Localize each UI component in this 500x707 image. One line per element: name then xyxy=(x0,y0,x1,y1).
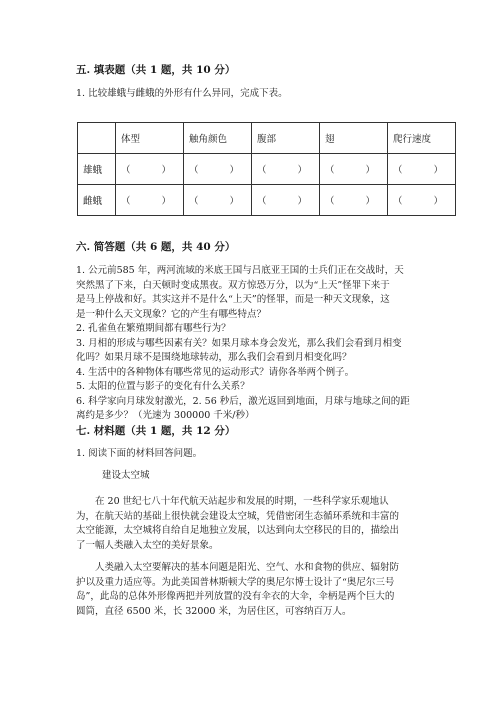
answer-blank[interactable]: （ ） xyxy=(252,185,320,216)
section6-title: 六. 简答题（共 6 题，共 40 分） xyxy=(76,241,236,253)
text-line: 离约是多少？（光速为 300000 千米/秒） xyxy=(76,410,255,421)
answer-blank[interactable]: （ ） xyxy=(320,154,388,185)
table-header-cell: 体型 xyxy=(116,123,184,154)
text-line: 1. 公元前585 年，两河流域的米底王国与吕底亚王国的士兵们正在交战时，天 xyxy=(76,265,404,276)
table-row xyxy=(78,154,456,185)
section7-title: 七. 材料题（共 1 题，共 12 分） xyxy=(76,425,236,437)
section5-question: 1. 比较雄蛾与雌蛾的外形有什么异同，完成下表。 xyxy=(76,88,288,99)
section5-title: 五. 填表题（共 1 题，共 10 分） xyxy=(76,64,236,76)
text-line: 岛”，此岛的总体外形像两把并列放置的没有伞衣的大伞，伞柄是两个巨大的 xyxy=(76,591,395,602)
text-line: 5. 太阳的位置与影子的变化有什么关系？ xyxy=(76,381,250,392)
table-header-cell xyxy=(78,123,116,154)
answer-blank[interactable]: （ ） xyxy=(252,154,320,185)
table-row xyxy=(78,185,456,216)
answer-blank[interactable]: （ ） xyxy=(184,154,252,185)
article-title: 建设太空城 xyxy=(102,470,150,481)
text-line: 在 20 世纪七八十年代航天站起步和发展的时期，一些科学家乐观地认 xyxy=(95,496,389,507)
text-line: 3. 月相的形成与哪些因素有关？如果月球本身会发光，那么我们会看到月相变 xyxy=(76,337,402,349)
row-label-male: 雄蛾 xyxy=(78,154,116,185)
row-label-female: 雌蛾 xyxy=(78,185,116,216)
article-paragraph-2 xyxy=(76,561,436,619)
text-line: 圆筒，直径 6500 米，长 32000 米，为居住区，可容纳百万人。 xyxy=(76,605,352,617)
table-header-row xyxy=(78,123,456,154)
section7-question: 1. 阅读下面的材料回答问题。 xyxy=(76,448,203,459)
table-header-cell: 腹部 xyxy=(252,123,320,154)
text-line: 是一种什么天文现象？它的产生有哪些特点？ xyxy=(76,308,267,320)
answer-blank[interactable]: （ ） xyxy=(184,185,252,216)
text-line: 太空能源，太空城将自给自足地独立发展，以达到向太空移民的目的，描绘出 xyxy=(76,525,400,536)
answer-blank[interactable]: （ ） xyxy=(116,185,184,216)
table-header-cell: 触角颜色 xyxy=(184,123,252,154)
text-line: 4. 生活中的各种物体有哪些常见的运动形式？请你各举两个例子。 xyxy=(76,366,355,378)
answer-blank[interactable]: （ ） xyxy=(388,185,456,216)
answer-blank[interactable]: （ ） xyxy=(116,154,184,185)
table-header-cell: 翅 xyxy=(320,123,388,154)
answer-blank[interactable]: （ ） xyxy=(320,185,388,216)
text-line: 化吗？如果月球不是围绕地球转动，那么我们会看到月相变化吗？ xyxy=(76,352,352,363)
text-line: 2. 孔雀鱼在繁殖期间都有哪些行为？ xyxy=(76,323,231,334)
text-line: 6. 科学家向月球发射激光，2. 56 秒后，激光返回到地面，月球与地球之间的距 xyxy=(76,395,410,407)
text-line: 了一幅人类融入太空的美好景象。 xyxy=(76,539,219,551)
text-line: 护以及重力适应等。为此美国普林斯顿大学的奥尼尔博士设计了“奥尼尔三号 xyxy=(76,576,395,588)
answer-blank[interactable]: （ ） xyxy=(388,154,456,185)
text-line: 人类融入太空要解决的基本问题是阳光、空气、水和食物的供应、辐射防 xyxy=(95,562,400,573)
text-line: 是马上停战和好。其实这并不是什么“上天”的怪罪，而是一种天文现象，这 xyxy=(76,294,390,305)
short-answer-questions xyxy=(76,264,436,424)
article-paragraph-1 xyxy=(76,495,436,553)
table-header-cell: 爬行速度 xyxy=(388,123,456,154)
comparison-table xyxy=(77,122,456,216)
text-line: 为，在航天站的基础上很快就会建设太空城，凭借密闭生态循环系统和丰富的 xyxy=(76,510,400,522)
text-line: 突然黑了下来，白天顿时变成黑夜。双方惊恐万分，以为“上天”怪罪下来于 xyxy=(76,279,390,291)
